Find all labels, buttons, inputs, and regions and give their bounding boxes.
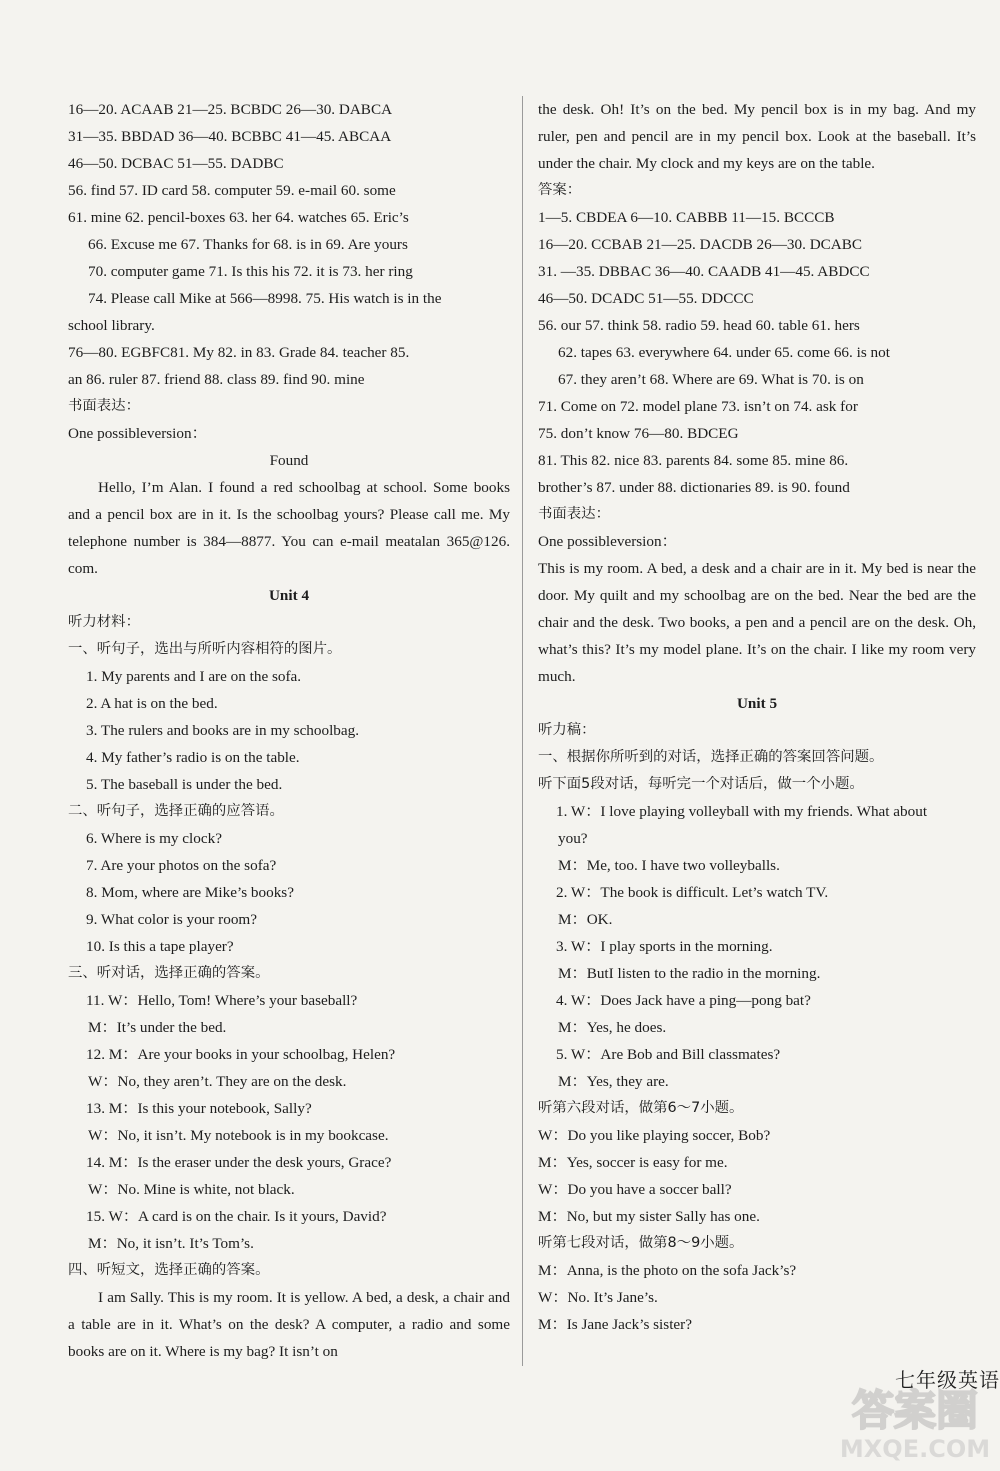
left-line: 61. mine 62. pencil-boxes 63. her 64. watches 65. Eric’s: [68, 209, 409, 226]
right-line: 67. they aren’t 68. Where are 69. What is 70. is on: [558, 371, 864, 388]
right-line: W：Do you like playing soccer, Bob?: [538, 1127, 771, 1144]
right-line: 5. W：Are Bob and Bill classmates?: [556, 1046, 781, 1063]
right-line: W：No. It’s Jane’s.: [538, 1289, 658, 1306]
right-line: 31. —35. DBBAC 36—40. CAADB 41—45. ABDCC: [538, 263, 870, 280]
left-line: M：No, it isn’t. It’s Tom’s.: [88, 1235, 254, 1252]
left-line: 74. Please call Mike at 566—8998. 75. His watch is in the: [88, 290, 442, 307]
right-line: 62. tapes 63. everywhere 64. under 65. come 66. is not: [558, 344, 890, 361]
right-line: M：ButI listen to the radio in the morning.: [558, 965, 821, 982]
left-line: 三、听对话，选择正确的答案。: [68, 965, 270, 981]
left-line: 四、听短文，选择正确的答案。: [68, 1262, 270, 1278]
right-line: 答案：: [538, 182, 582, 198]
left-line: 3. The rulers and books are in my schoolbag.: [86, 722, 360, 739]
right-line: 81. This 82. nice 83. parents 84. some 85. mine 86.: [538, 452, 849, 469]
left-line: I am Sally. This is my room. It is yellow. A bed, a desk, a chair and a table are in it. What’s on the desk? A computer, a radio and some books are on it. Where is my bag? It isn’t on: [68, 1289, 510, 1360]
left-line: W：No. Mine is white, not black.: [88, 1181, 295, 1198]
right-line: 一、根据你所听到的对话，选择正确的答案回答问题。: [538, 749, 884, 765]
left-line: 10. Is this a tape player?: [86, 938, 234, 955]
right-line: M：Yes, he does.: [558, 1019, 667, 1036]
right-column: [538, 96, 976, 1338]
left-line: 76—80. EGBFC81. My 82. in 83. Grade 84. teacher 85.: [68, 344, 410, 361]
left-line: 1. My parents and I are on the sofa.: [86, 668, 302, 685]
svg-text:MXQE.COM: MXQE.COM: [840, 1435, 990, 1463]
left-line: 7. Are your photos on the sofa?: [86, 857, 277, 874]
left-line: 14. M：Is the eraser under the desk yours, Grace?: [86, 1154, 392, 1171]
left-line: 13. M：Is this your notebook, Sally?: [86, 1100, 312, 1117]
left-line: 46—50. DCBAC 51—55. DADBC: [68, 155, 284, 172]
left-line: One possibleversion：: [68, 425, 207, 442]
left-line: Found: [269, 452, 309, 469]
left-line: 56. find 57. ID card 58. computer 59. e-mail 60. some: [68, 182, 396, 199]
right-line: 3. W：I play sports in the morning.: [556, 938, 773, 955]
right-line: the desk. Oh! It’s on the bed. My pencil box is in my bag. And my ruler, pen and pencil are in my pencil box. Look at the baseball. It’s under the chair. My clock and my keys are on the table.: [538, 101, 976, 172]
right-line: 1. W：I love playing volleyball with my friends. What about: [556, 803, 928, 820]
right-line: 听下面5段对话，每听完一个对话后，做一个小题。: [538, 776, 864, 792]
left-line: an 86. ruler 87. friend 88. class 89. find 90. mine: [68, 371, 365, 388]
right-line: 71. Come on 72. model plane 73. isn’t on 74. ask for: [538, 398, 858, 415]
left-column: [68, 96, 510, 1365]
right-line: 听第六段对话，做第6～7小题。: [538, 1100, 744, 1116]
left-line: 2. A hat is on the bed.: [86, 695, 218, 712]
left-line: 70. computer game 71. Is this his 72. it is 73. her ring: [88, 263, 413, 280]
right-line: 书面表达：: [538, 506, 610, 522]
left-line: W：No, it isn’t. My notebook is in my bookcase.: [88, 1127, 389, 1144]
right-line: you?: [558, 830, 588, 847]
unit-heading: Unit 4: [268, 587, 310, 604]
left-line: school library.: [68, 317, 155, 334]
left-line: W：No, they aren’t. They are on the desk.: [88, 1073, 347, 1090]
left-line: 4. My father’s radio is on the table.: [86, 749, 300, 766]
column-divider: [522, 96, 523, 1366]
right-line: This is my room. A bed, a desk and a chair are in it. My bed is near the door. My quilt and my schoolbag are on the bed. Near the bed are the chair and the desk. Two books, a pen and a pencil are on the desk. Oh, what’s this? It’s my model plane. It’s on the chair. I like my room very much.: [538, 560, 976, 685]
svg-text:答案圈: 答案圈: [851, 1386, 979, 1435]
right-line: brother’s 87. under 88. dictionaries 89. is 90. found: [538, 479, 850, 496]
left-line: 听力材料：: [68, 614, 140, 630]
right-line: 56. our 57. think 58. radio 59. head 60. table 61. hers: [538, 317, 860, 334]
right-line: M：OK.: [558, 911, 613, 928]
right-line: 1—5. CBDEA 6—10. CABBB 11—15. BCCCB: [538, 209, 835, 226]
right-line: 46—50. DCADC 51—55. DDCCC: [538, 290, 754, 307]
right-line: 16—20. CCBAB 21—25. DACDB 26—30. DCABC: [538, 236, 863, 253]
unit-heading: Unit 5: [736, 695, 778, 712]
right-line: 听力稿：: [538, 722, 596, 738]
left-line: Hello, I’m Alan. I found a red schoolbag at school. Some books and a pencil box are in it. Is the schoolbag yours? Please call me. My telephone number is 384—8877. You can e-mail meatalan 365@126. com.: [68, 479, 510, 577]
left-line: 16—20. ACAAB 21—25. BCBDC 26—30. DABCA: [68, 101, 393, 118]
right-line: One possibleversion：: [538, 533, 677, 550]
left-line: 12. M：Are your books in your schoolbag, Helen?: [86, 1046, 396, 1063]
page-footer: 七年级英语: [895, 1368, 1000, 1392]
right-line: 2. W：The book is difficult. Let’s watch TV.: [556, 884, 829, 901]
right-line: M：No, but my sister Sally has one.: [538, 1208, 760, 1225]
right-line: 听第七段对话，做第8～9小题。: [538, 1235, 744, 1251]
right-line: M：Yes, soccer is easy for me.: [538, 1154, 728, 1171]
right-line: M：Anna, is the photo on the sofa Jack’s?: [538, 1262, 797, 1279]
left-line: 15. W：A card is on the chair. Is it yours, David?: [86, 1208, 387, 1225]
left-line: 书面表达：: [68, 398, 140, 414]
left-line: 5. The baseball is under the bed.: [86, 776, 283, 793]
right-line: M：Yes, they are.: [558, 1073, 669, 1090]
left-line: 66. Excuse me 67. Thanks for 68. is in 69. Are yours: [88, 236, 408, 253]
left-line: 8. Mom, where are Mike’s books?: [86, 884, 294, 901]
left-line: 一、听句子，选出与所听内容相符的图片。: [68, 641, 342, 657]
right-line: M：Me, too. I have two volleyballs.: [558, 857, 780, 874]
left-line: 二、听句子，选择正确的应答语。: [68, 803, 284, 819]
right-line: 4. W：Does Jack have a ping—pong bat?: [556, 992, 811, 1009]
left-line: M：It’s under the bed.: [88, 1019, 227, 1036]
left-line: 9. What color is your room?: [86, 911, 257, 928]
right-line: M：Is Jane Jack’s sister?: [538, 1316, 692, 1333]
right-line: W：Do you have a soccer ball?: [538, 1181, 732, 1198]
left-line: 11. W：Hello, Tom! Where’s your baseball?: [86, 992, 358, 1009]
right-line: 75. don’t know 76—80. BDCEG: [538, 425, 739, 442]
left-line: 31—35. BBDAD 36—40. BCBBC 41—45. ABCAA: [68, 128, 392, 145]
watermark-logo: [840, 1373, 990, 1465]
left-line: 6. Where is my clock?: [86, 830, 222, 847]
